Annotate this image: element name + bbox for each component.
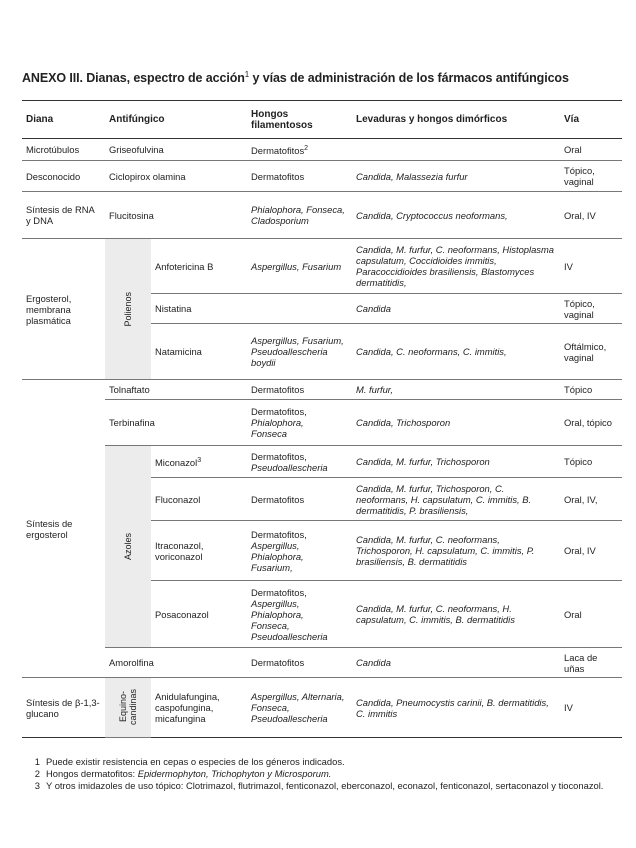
group-polienos-label: Polienos (123, 291, 133, 327)
cell-farmaco: Fluconazol (155, 493, 201, 505)
cell-hongos: Phialophora, Fonseca, Cladosporium (251, 204, 345, 226)
table-row (22, 161, 622, 192)
footnote-number: 2 (34, 768, 40, 779)
cell-hongos (247, 139, 352, 161)
cell-levaduras (352, 139, 560, 161)
cell-via: Oftálmico, vaginal (564, 340, 607, 363)
cell-levaduras: Candida, Pneumocystis carinii, B. dermatitidis, C. immitis (356, 696, 549, 719)
cell-hongos: Dermatofitos, Phialophora, Fonseca (251, 406, 307, 439)
antifungal-table (22, 100, 622, 738)
cell-hongos: Aspergillus, Fusarium, Pseudoallescheria boydii (251, 335, 344, 368)
cell-levaduras: Candida, Trichosporon (356, 417, 451, 428)
cell-levaduras: M. furfur, (356, 384, 394, 395)
cell-farmaco: Nistatina (155, 303, 192, 314)
cell-farmaco: Tolnaftato (109, 384, 150, 395)
cell-hongos: Dermatofitos, Pseudoallescheria (251, 450, 328, 473)
cell-hongos: Dermatofitos (251, 384, 305, 395)
cell-via: Oral, tópico (564, 417, 612, 428)
table-row (22, 400, 622, 446)
footnote-text: Puede existir resistencia en cepas o especies de los géneros indicados. (46, 756, 345, 767)
group-polienos (105, 239, 151, 380)
table-row (22, 239, 622, 294)
cell-diana: Ergosterol, membrana plasmática (26, 292, 72, 326)
cell-hongos-text: Dermatofitos (251, 145, 305, 157)
page-title (22, 70, 569, 85)
header-levaduras: Levaduras y hongos dimórficos (356, 114, 508, 125)
cell-via: Laca de uñas (564, 651, 598, 674)
footnote-text: Y otros imidazoles de uso tópico: Clotrimazol, flutrimazol, fenticonazol, eberconazol, econazol, fenticonazol, sertaconazol y tioconazol. (46, 780, 604, 791)
cell-farmaco: Griseofulvina (109, 144, 164, 155)
table-row (22, 192, 622, 239)
cell-diana: Síntesis de RNA y DNA (26, 204, 95, 226)
cell-farmaco: Ciclopirox olamina (109, 170, 186, 182)
table-row (22, 139, 622, 161)
cell-farmaco: Anfotericina B (155, 260, 214, 272)
footnote-italic: Epidermophyton, Trichophyton y Microsporum. (137, 768, 332, 779)
table-row (22, 678, 622, 738)
cell-via: Oral, IV (564, 545, 596, 556)
cell-via: IV (564, 702, 573, 713)
title-text: ANEXO III. Dianas, espectro de acción (22, 71, 245, 86)
header-hongos: Hongos filamentosos (251, 108, 313, 131)
cell-hongos: Dermatofitos (251, 170, 305, 182)
cell-levaduras: Candida, Malassezia furfur (356, 170, 468, 182)
cell-diana: Desconocido (26, 170, 81, 182)
cell-diana: Síntesis de β-1,3-glucano (26, 696, 100, 719)
cell-farmaco: Flucitosina (109, 209, 154, 221)
header-antifungico: Antifúngico (109, 114, 165, 125)
cell-hongos: Dermatofitos, Aspergillus, Phialophora, Fusarium, (251, 528, 307, 573)
cell-levaduras: Candida, M. furfur, Trichosporon, C. neoformans, H. capsulatum, C. immitis, B. dermatitidis, P. brasiliensis, (356, 482, 532, 516)
group-equinocandinas-label: Equino- candinas (118, 689, 138, 726)
cell-farmaco: Posaconazol (155, 608, 209, 620)
title-rest: y vías de administración de los fármacos antifúngicos (249, 71, 569, 86)
group-azoles-label: Azoles (123, 532, 133, 560)
footnote-1 (22, 756, 622, 768)
cell-levaduras: Candida (356, 657, 391, 668)
footnote-text: Hongos dermatofitos: (46, 768, 138, 779)
cell-hongos: Aspergillus, Alternaria, Fonseca, Pseudoallescheria (251, 691, 345, 724)
group-azoles (105, 446, 151, 648)
table-row (22, 648, 622, 678)
footnote-marker: 3 (197, 456, 202, 464)
cell-farmaco: Natamicina (155, 346, 202, 357)
cell-via: Tópico (564, 456, 593, 467)
footnotes (22, 756, 622, 792)
cell-hongos (247, 294, 352, 324)
cell-hongos: Aspergillus, Fusarium (251, 260, 342, 272)
cell-via: Tópico, vaginal (564, 165, 595, 187)
cell-farmaco: Terbinafina (109, 417, 155, 428)
cell-farmaco: Amorolfina (109, 657, 154, 668)
cell-via: IV (564, 260, 573, 272)
cell-levaduras: Candida, M. furfur, C. neoformans, H. capsulatum, C. immitis, B. dermatitidis (356, 603, 515, 625)
cell-hongos: Dermatofitos, Aspergillus, Phialophora, Fonseca, Pseudoallescheria (251, 586, 328, 642)
cell-hongos: Dermatofitos (251, 657, 305, 668)
cell-levaduras: Candida, Cryptococcus neoformans, (356, 209, 508, 221)
cell-levaduras: Candida, M. furfur, Trichosporon (356, 456, 490, 467)
cell-levaduras: Candida, C. neoformans, C. immitis, (356, 346, 507, 357)
table-row (22, 380, 622, 400)
footnote-marker: 2 (304, 144, 309, 152)
cell-via: Oral, IV, (564, 493, 598, 505)
table-row (22, 446, 622, 478)
table-header-row (22, 101, 622, 139)
cell-levaduras: Candida (356, 303, 391, 314)
cell-diana: Microtúbulos (26, 144, 80, 155)
footnote-2 (22, 768, 622, 780)
cell-levaduras: Candida, M. furfur, C. neoformans, Histoplasma capsulatum, Coccidioides immitis, Paracoccidioides brasiliensis, Blastomyces dermatitidis, (356, 244, 555, 288)
header-diana: Diana (26, 114, 54, 125)
cell-via: Oral, IV (564, 209, 596, 221)
footnote-number: 3 (34, 780, 40, 791)
footnote-3 (22, 780, 622, 792)
title-footnote-marker: 1 (244, 70, 250, 79)
cell-farmaco: Itraconazol, voriconazol (155, 539, 204, 562)
cell-hongos: Dermatofitos (251, 493, 305, 505)
cell-farmaco (151, 446, 247, 478)
cell-farmaco: Anidulafungina, caspofungina, micafungina (155, 691, 220, 724)
cell-diana: Síntesis de ergosterol (26, 517, 73, 540)
cell-via: Tópico, vaginal (564, 297, 595, 320)
group-equinocandinas (105, 678, 151, 738)
cell-farmaco-text: Miconazol (155, 457, 198, 469)
header-via: Vía (564, 114, 580, 125)
cell-levaduras: Candida, M. furfur, C. neoformans, Trichosporon, H. capsulatum, C. immitis, P. brasiliensis, B. dermatitidis (356, 534, 535, 567)
cell-via: Oral (564, 144, 582, 155)
footnote-number: 1 (34, 756, 40, 767)
cell-via: Oral (564, 608, 582, 620)
cell-via: Tópico (564, 384, 593, 395)
